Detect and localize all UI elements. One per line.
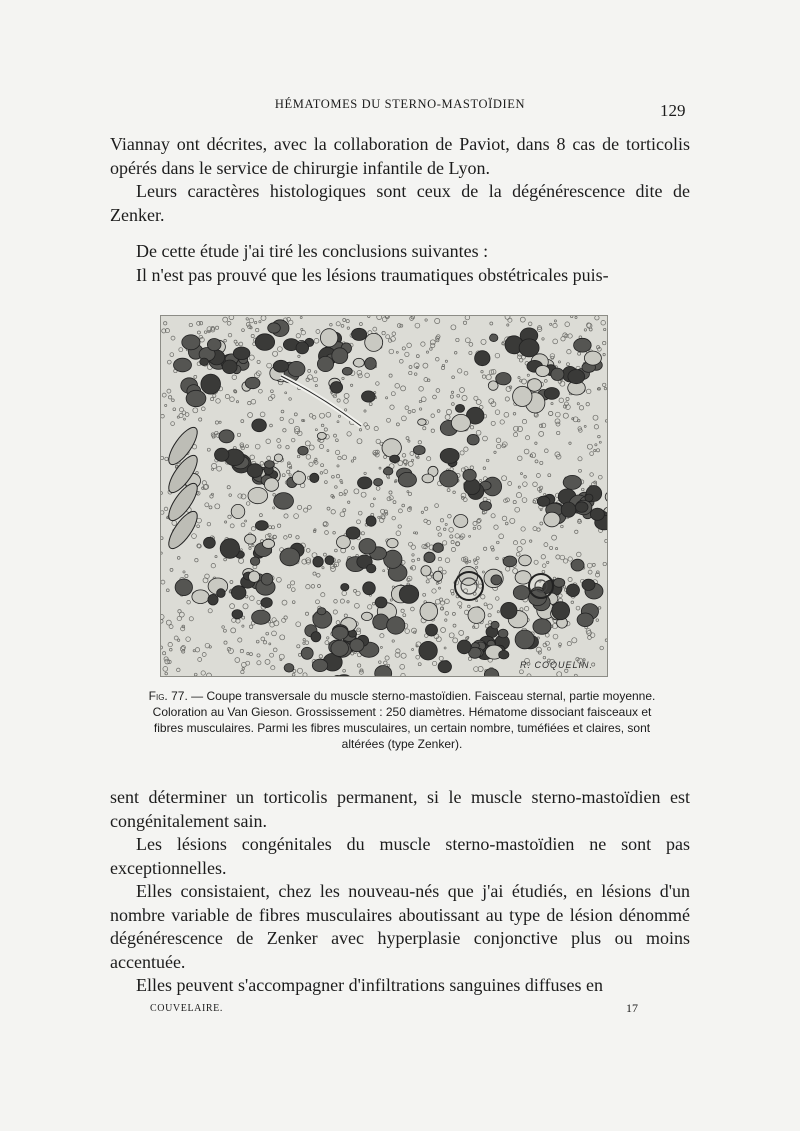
- paragraph: Elles peuvent s'accompagner d'infiltrations sanguines diffuses en: [136, 975, 604, 995]
- paragraph: Elles consistaient, chez les nouveau-nés que j'ai étudiés, en lésions d'un nombre variable de fibres musculaires aboutissant au type de lésion dénommé dégénérescence de Zenker avec hyperplasie conjonctive plus ou moins accentuée.: [110, 881, 690, 972]
- paragraph: Leurs caractères histologiques sont ceux de la dégénérescence dite de Zenker.: [110, 181, 690, 225]
- running-title: HÉMATOMES DU STERNO-MASTOÏDIEN: [274, 97, 526, 111]
- artist-signature: R. COQUELIN.: [519, 660, 593, 670]
- text-block-top: [110, 133, 690, 287]
- histology-figure: [160, 315, 608, 677]
- signature-mark: 17: [626, 1001, 638, 1015]
- paragraph: Il n'est pas prouvé que les lésions traumatiques obstétricales puis-: [136, 264, 609, 285]
- micrograph-illustration: [161, 316, 607, 676]
- caption-label: Fig. 77.: [148, 689, 188, 703]
- paragraph: Les lésions congénitales du muscle sterno-mastoïdien ne sont pas exceptionnelles.: [110, 834, 690, 878]
- figure-caption: [138, 688, 666, 752]
- text-block-bottom: [110, 786, 690, 998]
- paragraph: Viannay ont décrites, avec la collaboration de Paviot, dans 8 cas de torticolis opérés dans le service de chirurgie infantile de Lyon.: [110, 134, 690, 178]
- paragraph: De cette étude j'ai tiré les conclusions suivantes :: [136, 241, 489, 261]
- paragraph: sent déterminer un torticolis permanent, si le muscle sterno-mastoïdien est congénitalement sain.: [110, 787, 690, 831]
- page-number: 129: [660, 101, 686, 120]
- footer-author: COUVELAIRE.: [150, 1003, 223, 1014]
- caption-text: — Coupe transversale du muscle sterno-mastoïdien. Faisceau sternal, partie moyenne. Coloration au Van Gieson. Grossissement : 250 diamètres. Hématome dissociant faisceaux et fibres musculaires. Parmi les fibres musculaires, un certain nombre, tuméfiées et claires, sont altérées (type Zenker).: [152, 689, 656, 751]
